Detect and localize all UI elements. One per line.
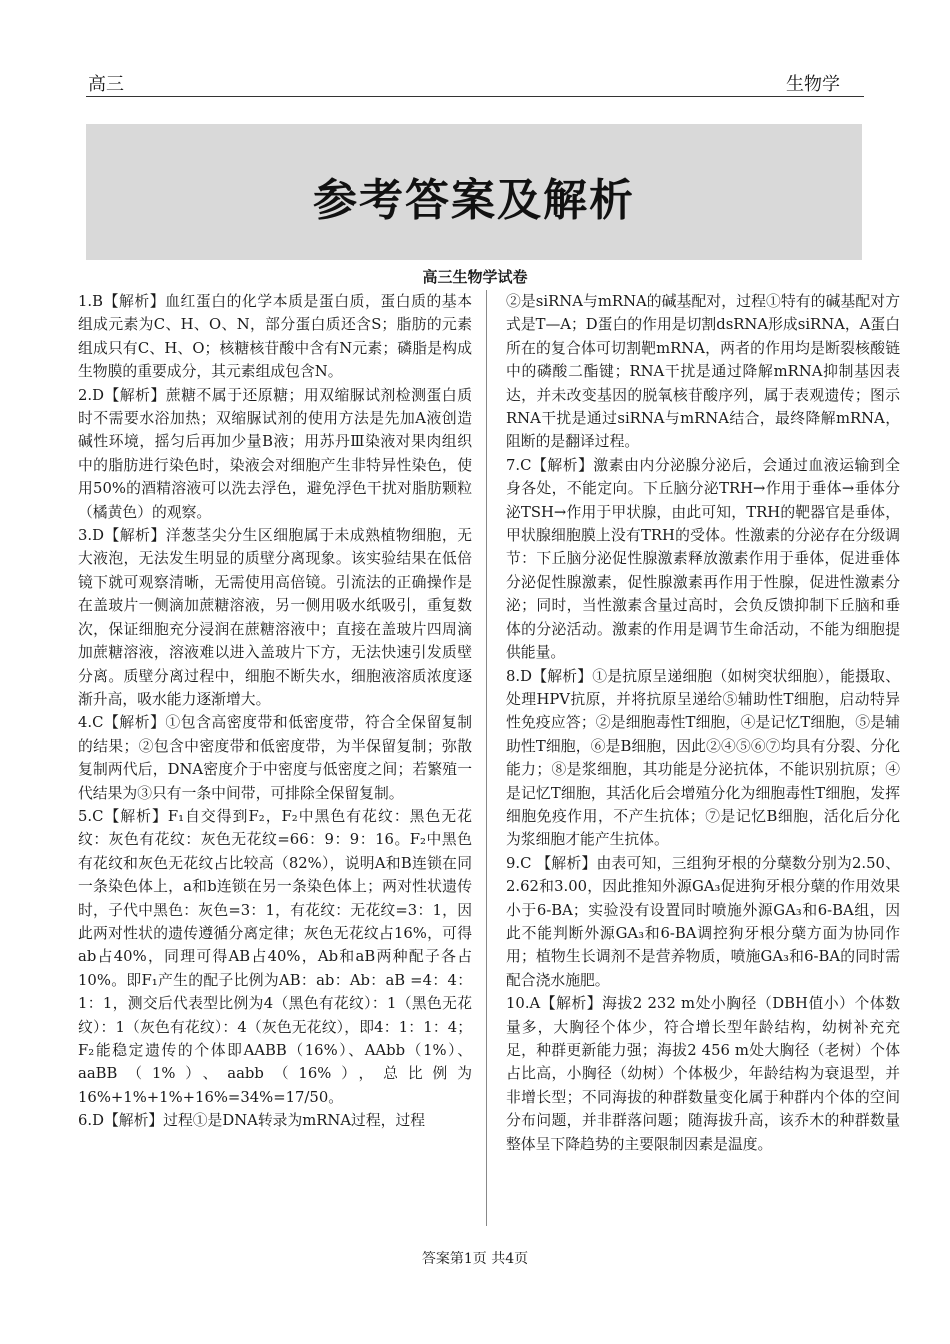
answer-item: 7.C【解析】激素由内分泌腺分泌后，会通过血液运输到全身各处，不能定向。下丘脑分泌TRH→作用于垂体→垂体分泌TSH→作用于甲状腺，由此可知，TRH的靶器官是垂体，甲状腺细胞膜上没有TRH的受体。性激素的分泌存在分级调节：下丘脑分泌促性腺激素释放激素作用于垂体，促进垂体分泌促性腺激素，促性腺激素再作用于性腺，促进性激素分泌；同时，当性激素含量过高时，会负反馈抑制下丘脑和垂体的分泌活动。激素的作用是调节生命活动，不能为细胞提供能量。 — [506, 456, 900, 662]
answer-column-left — [78, 290, 472, 1230]
answer-item: 2.D【解析】蔗糖不属于还原糖；用双缩脲试剂检测蛋白质时不需要水浴加热；双缩脲试剂的使用方法是先加A液创造碱性环境，摇匀后再加少量B液；用苏丹Ⅲ染液对果肉组织中的脂肪进行染色时，染液会对细胞产生非特异性染色，使用50%的酒精溶液可以洗去浮色，避免浮色干扰对脂肪颗粒（橘黄色）的观察。 — [78, 386, 472, 521]
exam-subtitle: 高三生物学试卷 — [422, 268, 528, 286]
header-grade: 高三 — [88, 74, 124, 95]
page-footer: 答案第1页 共4页 — [421, 1251, 529, 1267]
answer-item: 1.B【解析】血红蛋白的化学本质是蛋白质，蛋白质的基本组成元素为C、H、O、N，部分蛋白质还含S；脂肪的元素组成只有C、H、O；核糖核苷酸中含有N元素；磷脂是构成生物膜的重要成分，其元素组成包含N。 — [78, 293, 472, 381]
answer-item: 9.C 【解析】由表可知，三组狗牙根的分蘖数分别为2.50、2.62和3.00，因此推知外源GA₃促进狗牙根分蘖的作用效果小于6-BA；实验没有设置同时喷施外源GA₃和6-BA组，因此不能判断外源GA₃和6-BA调控狗牙根分蘖方面为协同作用；植物生长调剂不是营养物质，喷施GA₃和6-BA的同时需配合浇水施肥。 — [506, 854, 900, 989]
answer-item: 6.D【解析】过程①是DNA转录为mRNA过程，过程 — [78, 1112, 426, 1130]
header-rule — [86, 96, 864, 97]
answer-item: 5.C【解析】F₁自交得到F₂，F₂中黑色有花纹：黑色无花纹：灰色有花纹：灰色无花纹=66：9：9：16。F₂中黑色有花纹和灰色无花纹占比较高（82%），说明A和B连锁在同一条染色体上，a和b连锁在另一条染色体上；两对性状遗传时，子代中黑色：灰色=3：1，有花纹：无花纹=3：1，因此两对性状的遗传遵循分离定律；灰色无花纹占16%，可得ab占40%，同理可得AB占40%，Ab和aB两种配子各占10%。即F₁产生的配子比例为AB：ab：Ab：aB =4：4：1：1，测交后代表型比例为4（黑色有花纹）：1（黑色无花纹）：1（灰色有花纹）：4（灰色无花纹），即4：1：1：4；F₂能稳定遗传的个体即AABB（16%）、AAbb（1%）、aaBB（1%）、aabb（16%），总比例为16%+1%+1%+16%=34%=17/50。 — [78, 807, 472, 1106]
page-title: 参考答案及解析 — [313, 175, 635, 226]
answer-column-right — [506, 290, 900, 1230]
column-divider — [486, 290, 487, 1226]
answer-item: 3.D【解析】洋葱茎尖分生区细胞属于未成熟植物细胞，无大液泡，无法发生明显的质壁分离现象。该实验结果在低倍镜下就可观察清晰，无需使用高倍镜。引流法的正确操作是在盖玻片一侧滴加蔗糖溶液，另一侧用吸水纸吸引，重复数次，保证细胞充分浸润在蔗糖溶液中；直接在盖玻片四周滴加蔗糖溶液，溶液难以进入盖玻片下方，无法快速引发质壁分离。质壁分离过程中，细胞不断失水，细胞液溶质浓度逐渐升高，吸水能力逐渐增大。 — [78, 527, 472, 708]
answer-item: 4.C【解析】①包含高密度带和低密度带，符合全保留复制的结果；②包含中密度带和低密度带，为半保留复制；弥散复制两代后，DNA密度介于中密度与低密度之间；若繁殖一代结果为③只有一条中间带，可排除全保留复制。 — [78, 714, 472, 802]
header-subject: 生物学 — [786, 74, 840, 95]
answer-item: 10.A【解析】海拔2 232 m处小胸径（DBH值小）个体数量多，大胸径个体少，符合增长型年龄结构，幼树补充充足，种群更新能力强；海拔2 456 m处大胸径（老树）个体占比高，小胸径（幼树）个体极少，年龄结构为衰退型，并非增长型；不同海拔的种群数量变化属于种群内个体的空间分布问题，并非群落问题；随海拔升高，该乔木的种群数量整体呈下降趋势的主要限制因素是温度。 — [506, 995, 900, 1153]
answer-item: 8.D【解析】①是抗原呈递细胞（如树突状细胞），能摄取、处理HPV抗原，并将抗原呈递给⑤辅助性T细胞，启动特异性免疫应答；②是细胞毒性T细胞，④是记忆T细胞，⑤是辅助性T细胞，⑥是B细胞，因此②④⑤⑥⑦均具有分裂、分化能力；⑧是浆细胞，其功能是分泌抗体，不能识别抗原；④是记忆T细胞，其活化后会增殖分化为细胞毒性T细胞，发挥细胞免疫作用，不产生抗体；⑦是记忆B细胞，活化后分化为浆细胞才能产生抗体。 — [506, 667, 900, 849]
title-banner — [86, 124, 862, 260]
answer-item: ②是siRNA与mRNA的碱基配对，过程①特有的碱基配对方式是T—A；D蛋白的作用是切割dsRNA形成siRNA，A蛋白所在的复合体可切割靶mRNA，两者的作用均是断裂核酸链中的磷酸二酯键；RNA干扰是通过降解mRNA抑制基因表达，并未改变基因的脱氧核苷酸序列，属于表观遗传；图示RNA干扰是通过siRNA与mRNA结合，最终降解mRNA，阻断的是翻译过程。 — [506, 293, 900, 451]
